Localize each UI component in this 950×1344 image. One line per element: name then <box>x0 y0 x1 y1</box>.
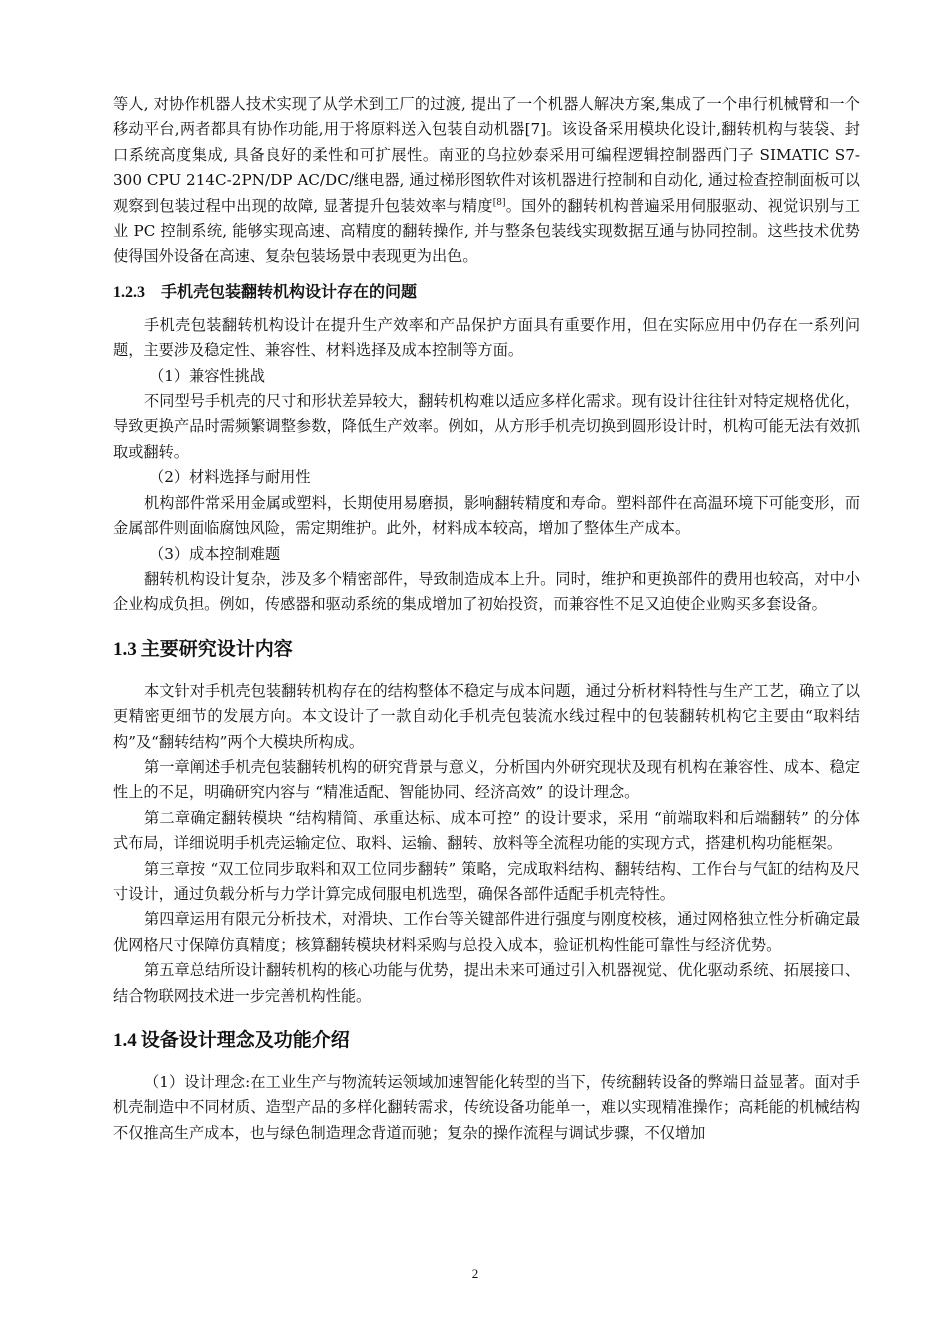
subheading-cost: （3）成本控制难题 <box>149 544 281 563</box>
subheading-materials: （2）材料选择与耐用性 <box>149 468 311 487</box>
paragraph-cost: 翻转机构设计复杂，涉及多个精密部件，导致制造成本上升。同时，维护和更换部件的费用也较高，对中小企业构成负担。例如，传感器和驱动系统的集成增加了初始投资，而兼容性不足又迫使企业购买多套设备。 <box>113 569 860 614</box>
section-number: 1.4 <box>113 1030 137 1051</box>
paragraph-text: 等人, 对协作机器人技术实现了从学术到工厂的过渡, 提出了一个机器人解决方案,集成了一个串行机械臂和一个移动平台,两者都具有协作功能,用于将原料送入包装自动机器[7]。该设备采用模块化设计,翻转机构与装袋、封口系统高度集成, 具备良好的柔性和可扩展性。南亚的乌拉妙泰采用可编程逻辑控制器西门子 SIMATIC S7-300 CPU 214C-2PN/DP AC/DC/继电器, 通过梯形图软件对该机器进行控制和自动化, 通过检查控制面板可以观察到包装过程中出现的故障, 显著提升包装效率与精度 <box>113 95 860 215</box>
paragraph-chapter-1: 第一章阐述手机壳包装翻转机构的研究背景与意义，分析国内外研究现状及现有机构在兼容性、成本、稳定性上的不足，明确研究内容与 “精准适配、智能协同、经济高效” 的设计理念。 <box>113 757 860 802</box>
paragraph-chapter-2: 第二章确定翻转模块 “结构精简、承重达标、成本可控” 的设计要求，采用 “前端取料和后端翻转” 的分体式布局，详细说明手机壳运输定位、取料、运输、翻转、放料等全流程功能的实现方式，搭建机构功能框架。 <box>113 808 860 853</box>
section-title: 设备设计理念及功能介绍 <box>140 1029 350 1051</box>
paragraph-research-overview: 本文针对手机壳包装翻转机构存在的结构整体不稳定与成本问题，通过分析材料特性与生产工艺，确立了以更精密更细节的发展方向。本文设计了一款自动化手机壳包装流水线过程中的包装翻转机构它主要由“取料结构”及“翻转结构”两个大模块所构成。 <box>113 681 860 751</box>
section-number: 1.2.3 <box>113 283 145 301</box>
paragraph-chapter-3: 第三章按 “双工位同步取料和双工位同步翻转” 策略，完成取料结构、翻转结构、工作台与气缸的结构及尺寸设计，通过负载分析与力学计算完成伺服电机选型，确保各部件适配手机壳特性。 <box>113 859 860 903</box>
paragraph-text-continued: 。国外的翻转机构普遍采用伺服驱动、视觉识别与工业 PC 控制系统, 能够实现高速、高精度的翻转操作, 并与整条包装线实现数据互通与协同控制。这些技术优势使得国外设备在高速、复杂包装场景中表现更为出色。 <box>113 196 861 266</box>
section-number: 1.3 <box>113 638 137 660</box>
paragraph-problems-intro: 手机壳包装翻转机构设计在提升生产效率和产品保护方面具有重要作用，但在实际应用中仍存在一系列问题，主要涉及稳定性、兼容性、材料选择及成本控制等方面。 <box>113 315 860 360</box>
subheading-compatibility: （1）兼容性挑战 <box>149 366 265 385</box>
section-heading-1-4 <box>113 1025 860 1056</box>
paragraph-materials: 机构部件常采用金属或塑料，长期使用易磨损，影响翻转精度和寿命。塑料部件在高温环境下可能变形，而金属部件则面临腐蚀风险，需定期维护。此外，材料成本较高，增加了整体生产成本。 <box>113 493 860 538</box>
page-body <box>113 92 860 1146</box>
paragraph-design-concept: （1）设计理念:在工业生产与物流转运领域加速智能化转型的当下，传统翻转设备的弊端日益显著。面对手机壳制造中不同材质、造型产品的多样化翻转需求，传统设备功能单一，难以实现精准操作；高耗能的机械结构不仅推高生产成本，也与绿色制造理念背道而驰；复杂的操作流程与调试步骤，不仅增加 <box>113 1073 860 1142</box>
section-title: 主要研究设计内容 <box>140 637 293 660</box>
section-title: 手机壳包装翻转机构设计存在的问题 <box>161 281 418 301</box>
section-heading-1-2-3 <box>113 280 860 305</box>
citation-superscript: [8] <box>492 197 506 208</box>
paragraph-chapter-4: 第四章运用有限元分析技术，对滑块、工作台等关键部件进行强度与刚度校核，通过网格独立性分析确定最优网格尺寸保障仿真精度；核算翻转模块材料采购与总投入成本，验证机构性能可靠性与经济优势。 <box>113 910 860 954</box>
paragraph-foreign-research <box>113 92 860 270</box>
page-number: 2 <box>471 1266 479 1281</box>
paragraph-chapter-5: 第五章总结所设计翻转机构的核心功能与优势，提出未来可通过引入机器视觉、优化驱动系统、拓展接口、结合物联网技术进一步完善机构性能。 <box>113 961 860 1005</box>
paragraph-compatibility: 不同型号手机壳的尺寸和形状差异较大，翻转机构难以适应多样化需求。现有设计往往针对特定规格优化，导致更换产品时需频繁调整参数，降低生产效率。例如，从方形手机壳切换到圆形设计时，机构可能无法有效抓取或翻转。 <box>113 392 860 461</box>
section-heading-1-3 <box>113 634 860 665</box>
